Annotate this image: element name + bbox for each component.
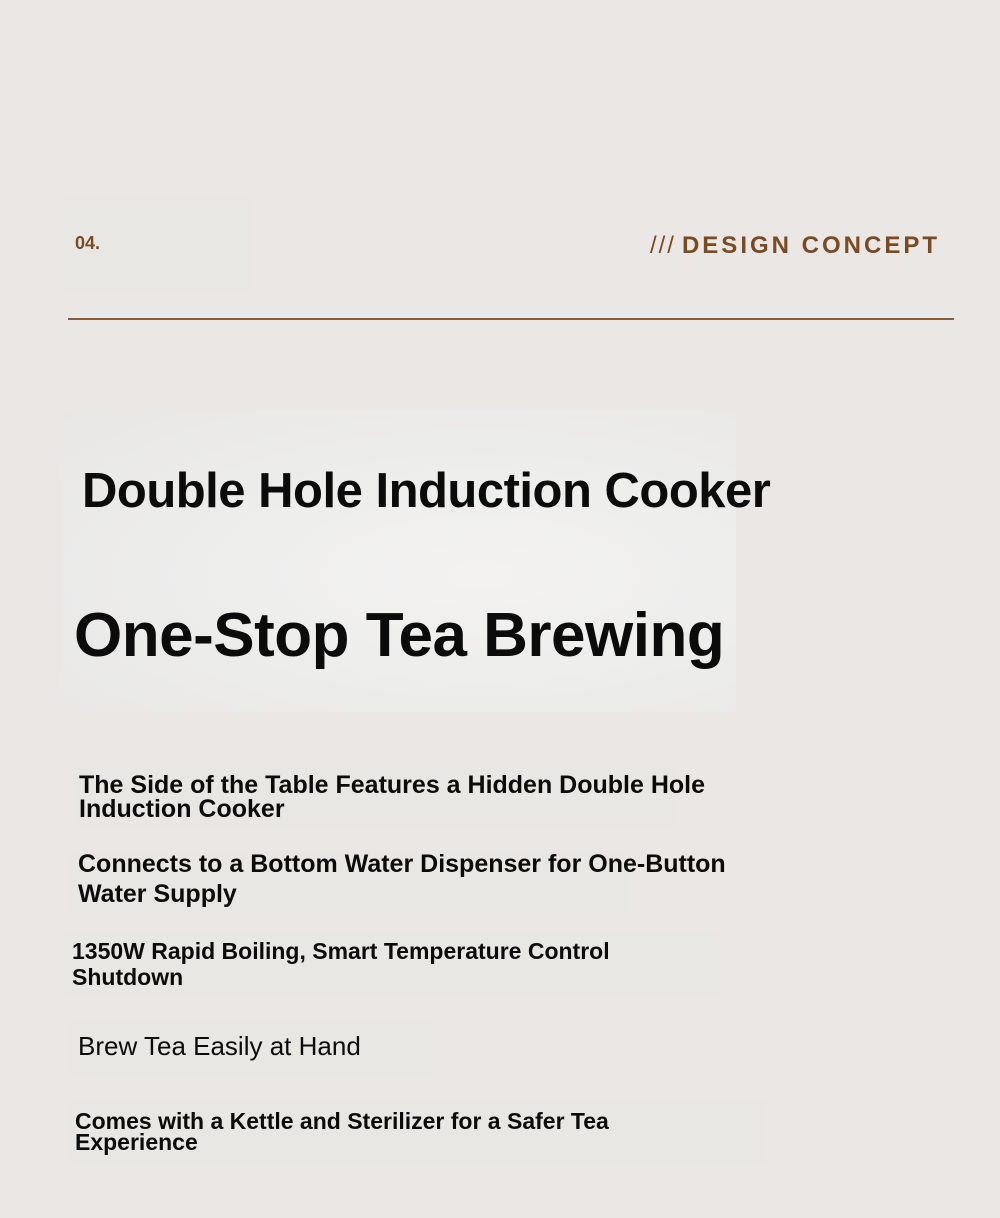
section-slashes: /// [649,232,676,259]
feature-item-rapid-boiling: 1350W Rapid Boiling, Smart Temperature Control Shutdown [72,938,610,990]
feature-item-water-dispenser: Connects to a Bottom Water Dispenser for One-Button Water Supply [78,850,726,908]
header-divider [68,318,954,320]
section-heading [650,232,940,260]
section-title: DESIGN CONCEPT [681,232,940,259]
hero-title: One-Stop Tea Brewing [74,601,725,670]
feature-item-kettle-sterilizer: Comes with a Kettle and Sterilizer for a Safer Tea Experience [75,1108,609,1155]
section-number: 04. [75,233,101,253]
feature-item-hidden-cooker: The Side of the Table Features a Hidden Double Hole Induction Cooker [79,771,706,823]
hero-subtitle: Double Hole Induction Cooker [82,464,771,518]
feature-item-brew-at-hand: Brew Tea Easily at Hand [78,1031,361,1061]
